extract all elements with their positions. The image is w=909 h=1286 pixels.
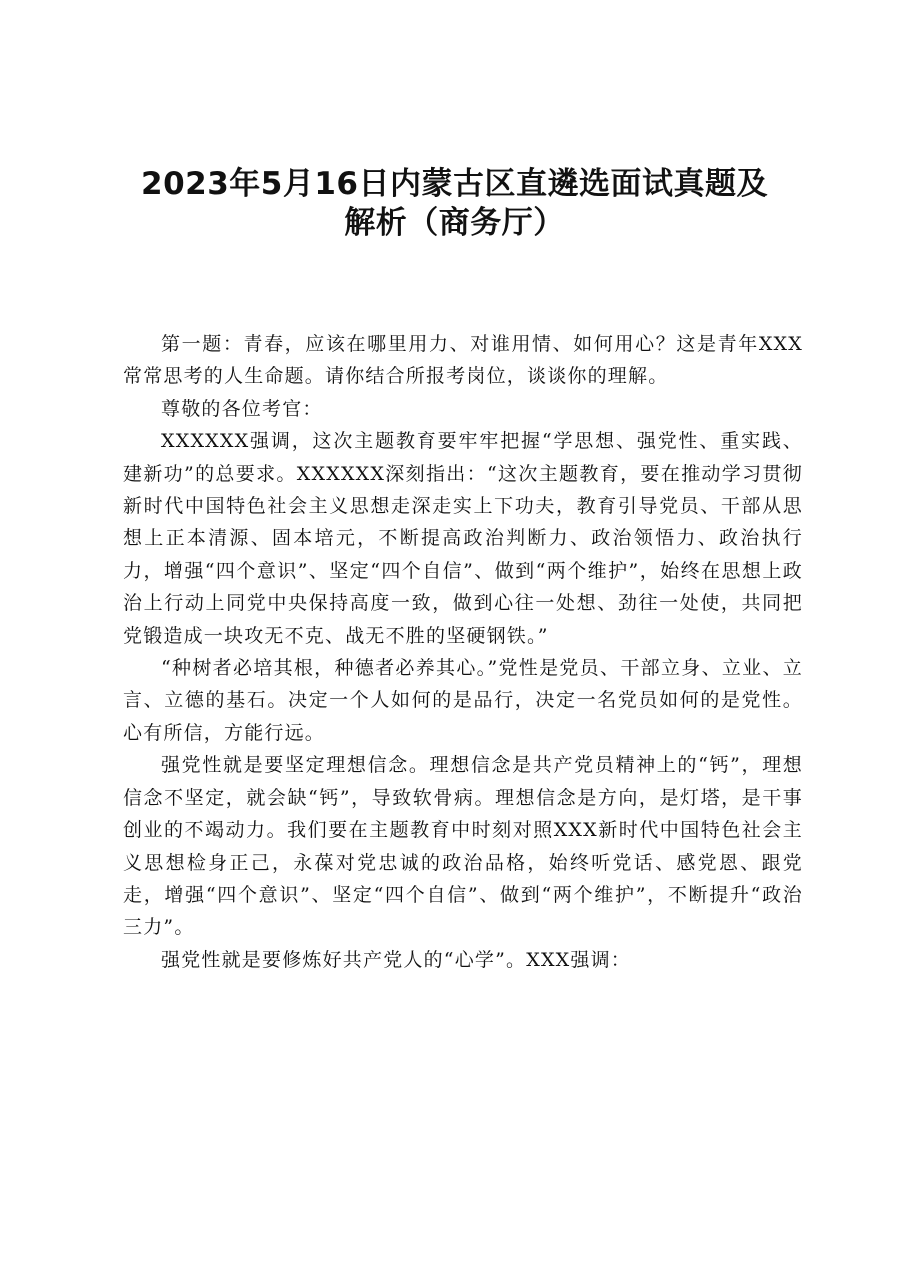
document-title-line-1: 2023年5月16日内蒙古区直遴选面试真题及 <box>141 166 768 202</box>
body-paragraph: 强党性就是要坚定理想信念。理想信念是共产党员精神上的“钙”，理想信念不坚定，就会缺“钙”，导致软骨病。理想信念是方向，是灯塔，是干事创业的不竭动力。我们要在主题教育中时刻对照XXX新时代中国特色社会主义思想检身正己，永葆对党忠诚的政治品格，始终听党话、感党恩、跟党走，增强“四个意识”、坚定“四个自信”、做到“两个维护”，不断提升“政治三力”。 <box>123 754 803 939</box>
body-paragraph: 强党性就是要修炼好共产党人的“心学”。XXX强调： <box>161 948 632 971</box>
question-paragraph: 第一题：青春，应该在哪里用力、对谁用情、如何用心？这是青年XXX常常思考的人生命题。请你结合所报考岗位，谈谈你的理解。 <box>123 333 803 388</box>
body-paragraph: XXXXXX强调，这次主题教育要牢牢把握“学思想、强党性、重实践、建新功”的总要求。XXXXXX深刻指出：“这次主题教育，要在推动学习贯彻新时代中国特色社会主义思想走深走实上下功夫，教育引导党员、干部从思想上正本清源、固本培元，不断提高政治判断力、政治领悟力、政治执行力，增强“四个意识”、坚定“四个自信”、做到“两个维护”，始终在思想上政治上行动上同党中央保持高度一致，做到心往一处想、劲往一处使，共同把党锻造成一块攻无不克、战无不胜的坚硬钢铁。” <box>123 430 803 647</box>
body-paragraph: “种树者必培其根，种德者必养其心。”党性是党员、干部立身、立业、立言、立德的基石。决定一个人如何的是品行，决定一名党员如何的是党性。心有所信，方能行远。 <box>123 657 803 744</box>
salutation-paragraph: 尊敬的各位考官： <box>161 397 323 420</box>
document-title-line-2: 解析（商务厅） <box>344 205 565 241</box>
document-body <box>123 328 803 976</box>
